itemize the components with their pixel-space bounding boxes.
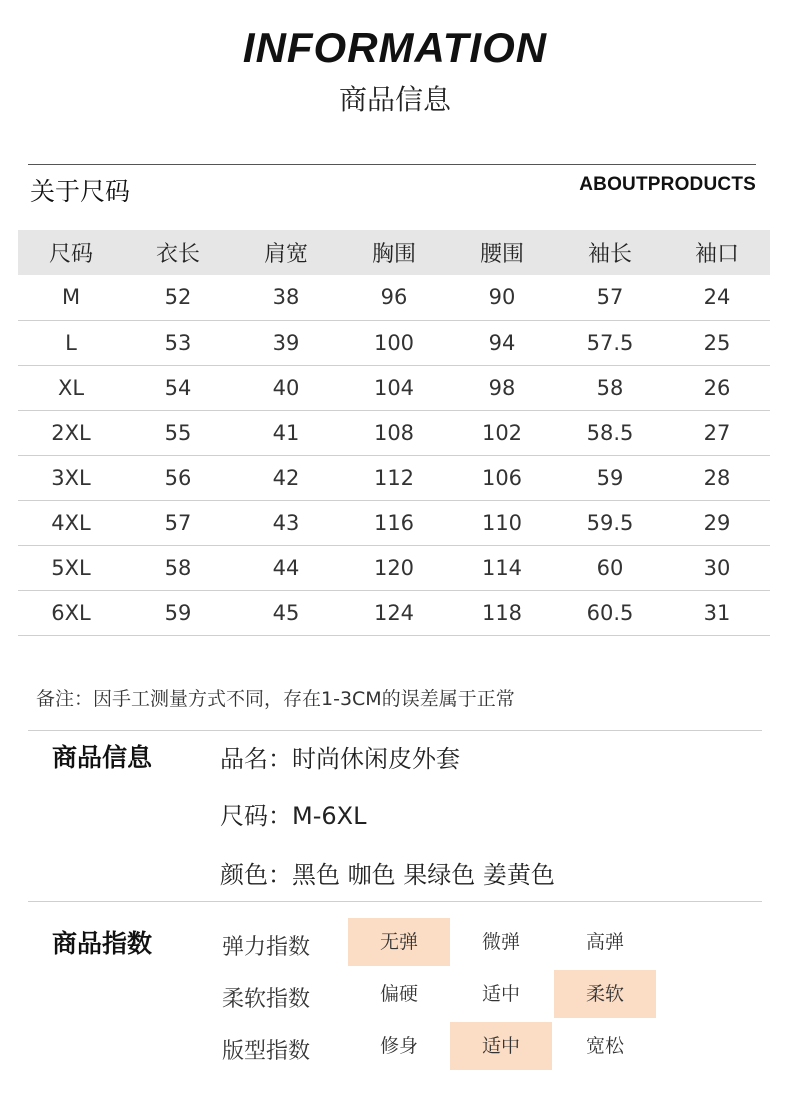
table-cell: L — [18, 320, 124, 365]
column-header: 衣长 — [124, 230, 232, 275]
index-option-selected: 柔软 — [554, 970, 656, 1018]
table-cell: 41 — [232, 410, 340, 455]
table-cell: 27 — [664, 410, 770, 455]
page-title: INFORMATION — [242, 24, 548, 71]
index-option: 宽松 — [585, 1035, 624, 1057]
index-option: 微弹 — [481, 931, 520, 953]
table-cell: 60.5 — [556, 590, 664, 635]
divider — [28, 730, 762, 731]
table-cell: XL — [18, 365, 124, 410]
table-cell: 96 — [340, 275, 448, 320]
table-cell: 6XL — [18, 590, 124, 635]
index-option: 高弹 — [585, 931, 624, 953]
column-header: 尺码 — [18, 230, 124, 275]
table-cell: 39 — [232, 320, 340, 365]
table-cell: 60 — [556, 545, 664, 590]
table-cell: 57 — [556, 275, 664, 320]
table-cell: 53 — [124, 320, 232, 365]
table-cell: 58 — [556, 365, 664, 410]
table-cell: 116 — [340, 500, 448, 545]
section-title: 关于尺码 — [30, 177, 131, 206]
table-cell: 59.5 — [556, 500, 664, 545]
product-size — [220, 796, 366, 831]
product-index-heading: 商品指数 — [52, 929, 153, 958]
table-row — [18, 590, 770, 635]
column-header: 袖长 — [556, 230, 664, 275]
table-cell: 104 — [340, 365, 448, 410]
table-cell: 112 — [340, 455, 448, 500]
table-cell: 30 — [664, 545, 770, 590]
table-cell: 124 — [340, 590, 448, 635]
table-cell: 24 — [664, 275, 770, 320]
index-option-selected: 适中 — [450, 1022, 552, 1070]
table-cell: 31 — [664, 590, 770, 635]
section-title-en: ABOUTPRODUCTS — [579, 174, 756, 195]
table-row — [18, 410, 770, 455]
table-cell: 54 — [124, 365, 232, 410]
table-cell: 25 — [664, 320, 770, 365]
size-table — [18, 230, 770, 636]
table-cell: 4XL — [18, 500, 124, 545]
table-cell: 55 — [124, 410, 232, 455]
index-option: 修身 — [379, 1035, 418, 1057]
table-row — [18, 545, 770, 590]
index-label: 弹力指数 — [222, 935, 311, 960]
column-header: 袖口 — [664, 230, 770, 275]
table-row — [18, 455, 770, 500]
table-cell: 3XL — [18, 455, 124, 500]
table-row — [18, 320, 770, 365]
table-cell: 5XL — [18, 545, 124, 590]
table-cell: 38 — [232, 275, 340, 320]
column-header: 腰围 — [448, 230, 556, 275]
table-cell: 26 — [664, 365, 770, 410]
table-row — [18, 500, 770, 545]
table-cell: 94 — [448, 320, 556, 365]
table-cell: 29 — [664, 500, 770, 545]
page-subtitle: 商品信息 — [338, 83, 451, 116]
product-name — [220, 739, 460, 774]
index-option: 适中 — [481, 983, 520, 1005]
table-cell: 40 — [232, 365, 340, 410]
product-color-value: 黑色 咖色 果绿色 姜黄色 — [292, 861, 555, 889]
table-cell: 59 — [556, 455, 664, 500]
table-cell: 120 — [340, 545, 448, 590]
index-label: 柔软指数 — [222, 987, 311, 1012]
column-header: 肩宽 — [232, 230, 340, 275]
table-cell: 100 — [340, 320, 448, 365]
product-size-label: 尺码： — [220, 802, 292, 830]
column-header: 胸围 — [340, 230, 448, 275]
divider — [28, 901, 762, 902]
table-cell: 102 — [448, 410, 556, 455]
table-cell: 108 — [340, 410, 448, 455]
table-cell: 114 — [448, 545, 556, 590]
table-cell: 58 — [124, 545, 232, 590]
table-cell: 98 — [448, 365, 556, 410]
table-row — [18, 365, 770, 410]
table-cell: 57.5 — [556, 320, 664, 365]
table-cell: 90 — [448, 275, 556, 320]
table-cell: 2XL — [18, 410, 124, 455]
table-cell: 52 — [124, 275, 232, 320]
product-info-heading: 商品信息 — [52, 743, 153, 772]
table-cell: 59 — [124, 590, 232, 635]
measurement-note: 备注：因手工测量方式不同，存在1-3CM的误差属于正常 — [36, 688, 515, 710]
table-cell: 43 — [232, 500, 340, 545]
table-cell: 118 — [448, 590, 556, 635]
table-cell: 45 — [232, 590, 340, 635]
table-cell: 56 — [124, 455, 232, 500]
table-row — [18, 275, 770, 320]
table-cell: 58.5 — [556, 410, 664, 455]
table-header-row — [18, 230, 770, 275]
index-label: 版型指数 — [222, 1039, 311, 1064]
table-cell: 28 — [664, 455, 770, 500]
table-cell: 110 — [448, 500, 556, 545]
product-color-label: 颜色： — [220, 861, 292, 889]
table-cell: 106 — [448, 455, 556, 500]
product-size-value: M-6XL — [292, 802, 367, 830]
divider — [28, 164, 756, 165]
table-cell: 44 — [232, 545, 340, 590]
product-name-label: 品名： — [220, 745, 292, 773]
table-cell: M — [18, 275, 124, 320]
table-cell: 57 — [124, 500, 232, 545]
index-option: 偏硬 — [379, 983, 418, 1005]
product-color — [220, 855, 555, 890]
table-cell: 42 — [232, 455, 340, 500]
index-option-selected: 无弹 — [348, 918, 450, 966]
product-name-value: 时尚休闲皮外套 — [292, 745, 460, 773]
